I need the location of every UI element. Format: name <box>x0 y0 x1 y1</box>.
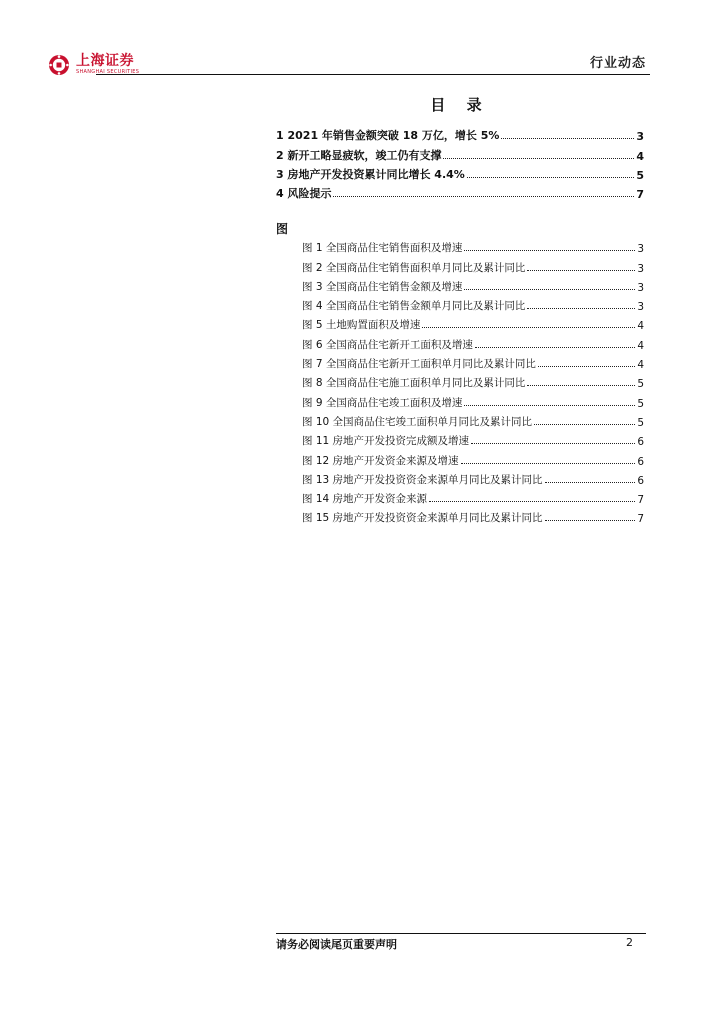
figure-entry[interactable] <box>302 313 644 332</box>
dot-leader <box>527 385 635 386</box>
toc-entry-title: 3 房地产开发投资累计同比增长 4.4% <box>276 167 465 181</box>
page-number: 2 <box>626 936 633 949</box>
toc-entry-page: 7 <box>636 188 644 202</box>
figure-entry-page: 7 <box>637 494 644 507</box>
figure-entry[interactable] <box>302 429 644 448</box>
figure-entry-title: 图 9 全国商品住宅竣工面积及增速 <box>302 396 463 409</box>
figure-entry-title: 图 14 房地产开发资金来源 <box>302 493 428 506</box>
figure-entry-page: 6 <box>637 455 644 468</box>
dot-leader <box>545 520 636 521</box>
figure-entry-title: 图 2 全国商品住宅销售面积单月同比及累计同比 <box>302 261 526 274</box>
figure-entry-title: 图 11 房地产开发投资完成额及增速 <box>302 435 470 448</box>
dot-leader <box>333 196 634 197</box>
figure-entry-title: 图 6 全国商品住宅新开工面积及增速 <box>302 338 473 351</box>
figure-list-heading: 图 <box>276 222 289 236</box>
figure-entry[interactable] <box>302 487 644 506</box>
figure-entry[interactable] <box>302 410 644 429</box>
figure-entry-title: 图 15 房地产开发投资资金来源单月同比及累计同比 <box>302 512 543 525</box>
dot-leader <box>443 158 634 159</box>
figure-entry-title: 图 13 房地产开发投资资金来源单月同比及累计同比 <box>302 473 543 486</box>
dot-leader <box>534 424 635 425</box>
figure-entry-title: 图 10 全国商品住宅竣工面积单月同比及累计同比 <box>302 415 533 428</box>
report-type-label: 行业动态 <box>589 56 646 71</box>
footer-disclaimer: 请务必阅读尾页重要声明 <box>276 938 397 951</box>
dot-leader <box>475 347 635 348</box>
toc-entry[interactable] <box>276 143 644 162</box>
figure-entry-page: 4 <box>637 359 644 372</box>
dot-leader <box>501 138 634 139</box>
dot-leader <box>527 270 635 271</box>
figure-entry-page: 7 <box>637 513 644 526</box>
figure-entry[interactable] <box>302 506 644 525</box>
figure-entry-page: 3 <box>637 243 644 256</box>
figure-entry-title: 图 3 全国商品住宅销售金额及增速 <box>302 280 463 293</box>
figure-entry[interactable] <box>302 371 644 390</box>
toc-title: 目 录 <box>430 96 490 114</box>
figure-entry-page: 3 <box>637 281 644 294</box>
toc-entry[interactable] <box>276 182 644 201</box>
figure-entry[interactable] <box>302 236 644 255</box>
figure-entry-title: 图 5 土地购置面积及增速 <box>302 319 421 332</box>
logo-chinese-name: 上海证券 <box>76 53 134 69</box>
dot-leader <box>538 366 635 367</box>
dot-leader <box>527 308 635 309</box>
figure-entry-title: 图 1 全国商品住宅销售面积及增速 <box>302 242 463 255</box>
logo-emblem-icon <box>48 54 70 76</box>
figure-entry-page: 6 <box>637 474 644 487</box>
figure-entry-page: 6 <box>637 436 644 449</box>
figure-entry[interactable] <box>302 468 644 487</box>
figure-entry[interactable] <box>302 448 644 467</box>
footer-divider <box>276 933 646 934</box>
figure-entry-page: 5 <box>637 378 644 391</box>
figure-entry-page: 4 <box>637 320 644 333</box>
figure-entry[interactable] <box>302 352 644 371</box>
figure-entry-title: 图 8 全国商品住宅施工面积单月同比及累计同比 <box>302 377 526 390</box>
dot-leader <box>464 250 635 251</box>
toc-entry-page: 5 <box>636 168 644 182</box>
toc-entry-title: 4 风险提示 <box>276 187 332 201</box>
dot-leader <box>467 177 635 178</box>
toc-list <box>276 124 644 201</box>
figure-entry[interactable] <box>302 294 644 313</box>
figure-entry[interactable] <box>302 390 644 409</box>
figure-entry[interactable] <box>302 332 644 351</box>
figure-entry-title: 图 4 全国商品住宅销售金额单月同比及累计同比 <box>302 300 526 313</box>
dot-leader <box>429 501 635 502</box>
toc-entry-title: 1 2021 年销售金额突破 18 万亿，增长 5% <box>276 129 500 143</box>
dot-leader <box>471 443 635 444</box>
logo-english-name: SHANGHAI SECURITIES <box>76 69 140 75</box>
figure-entry-page: 5 <box>637 397 644 410</box>
figure-entry-page: 3 <box>637 301 644 314</box>
figure-entry-title: 图 7 全国商品住宅新开工面积单月同比及累计同比 <box>302 358 536 371</box>
toc-entry-title: 2 新开工略显疲软，竣工仍有支撑 <box>276 148 442 162</box>
toc-entry[interactable] <box>276 124 644 143</box>
figure-entry[interactable] <box>302 275 644 294</box>
figure-list <box>302 236 644 525</box>
figure-entry-page: 3 <box>637 262 644 275</box>
figure-entry-page: 4 <box>637 339 644 352</box>
toc-entry-page: 3 <box>636 130 644 144</box>
toc-entry[interactable] <box>276 163 644 182</box>
company-logo <box>48 54 139 76</box>
figure-entry-title: 图 12 房地产开发资金来源及增速 <box>302 454 459 467</box>
figure-entry[interactable] <box>302 255 644 274</box>
dot-leader <box>422 327 635 328</box>
dot-leader <box>464 289 635 290</box>
dot-leader <box>545 482 636 483</box>
header-divider <box>96 74 650 75</box>
dot-leader <box>461 463 636 464</box>
toc-entry-page: 4 <box>636 149 644 163</box>
figure-entry-page: 5 <box>637 416 644 429</box>
dot-leader <box>464 405 635 406</box>
